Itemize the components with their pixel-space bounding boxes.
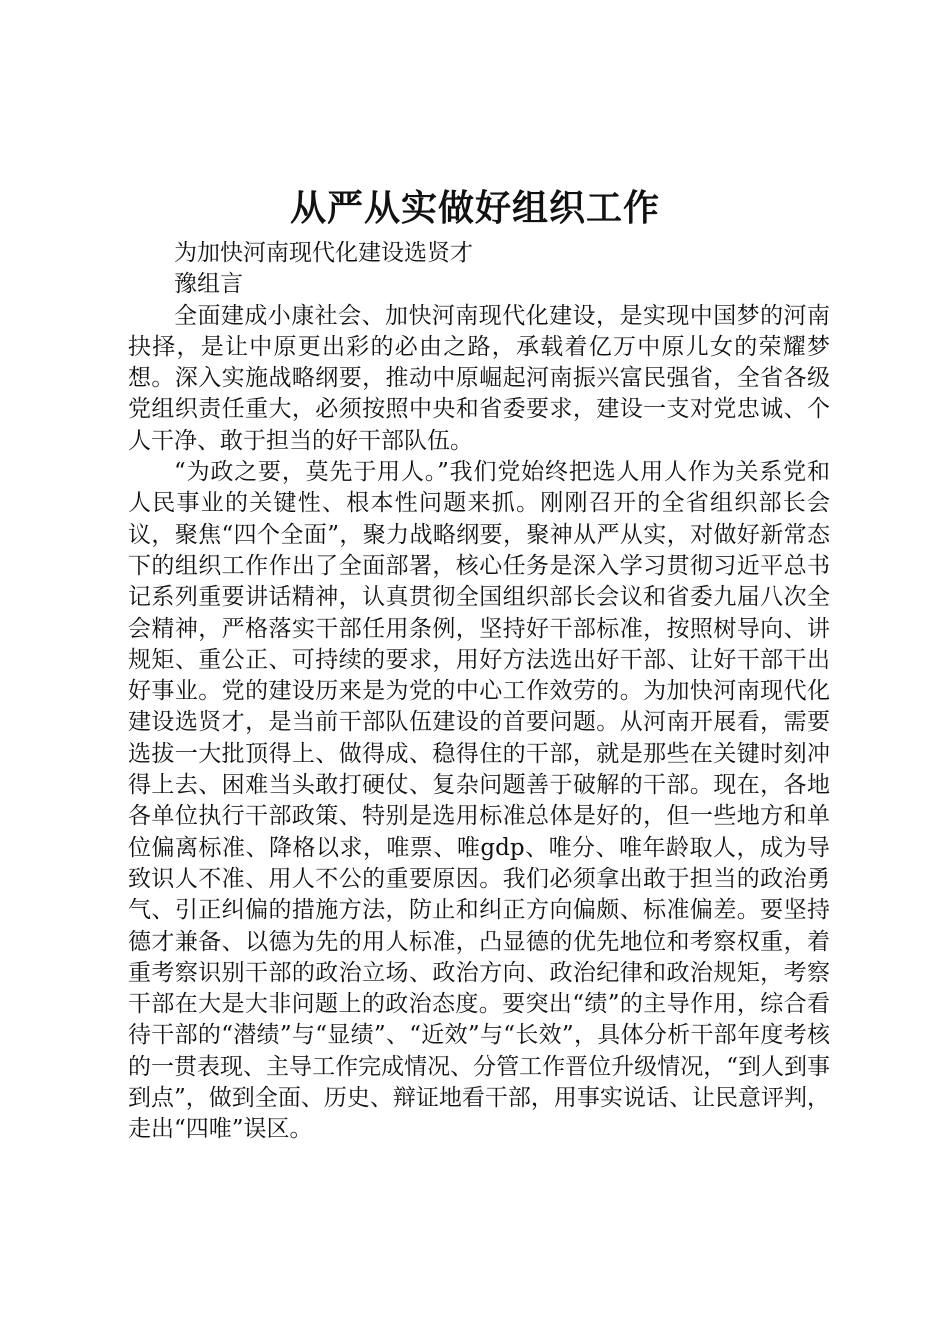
- body-paragraph: “为政之要，莫先于用人。”我们党始终把选人用人作为关系党和人民事业的关键性、根本性问题来抓。刚刚召开的全省组织部长会议，聚焦“四个全面”，聚力战略纲要，聚神从严从实，对做好新常态下的组织工作作出了全面部署，核心任务是深入学习贯彻习近平总书记系列重要讲话精神，认真贯彻全国组织部长会议和省委九届八次全会精神，严格落实干部任用条例，坚持好干部标准，按照树导向、讲规矩、重公正、可持续的要求，用好方法选出好干部、让好干部干出好事业。党的建设历来是为党的中心工作效劳的。为加快河南现代化建设选贤才，是当前干部队伍建设的首要问题。从河南开展看，需要选拔一大批顶得上、做得成、稳得住的干部，就是那些在关键时刻冲得上去、困难当头敢打硬仗、复杂问题善于破解的干部。现在，各地各单位执行干部政策、特别是选用标准总体是好的，但一些地方和单位偏离标准、降格以求，唯票、唯gdp、唯分、唯年龄取人，成为导致识人不准、用人不公的重要原因。我们必须拿出敢于担当的政治勇气、引正纠偏的措施方法，防止和纠正方向偏颇、标准偏差。要坚持德才兼备、以德为先的用人标准，凸显德的优先地位和考察权重，着重考察识别干部的政治立场、政治方向、政治纪律和政治规矩，考察干部在大是大非问题上的政治态度。要突出“绩”的主导作用，综合看待干部的“潜绩”与“显绩”、“近效”与“长效”，具体分析干部年度考核的一贯表现、主导工作完成情况、分管工作晋位升级情况，“到人到事到点”，做到全面、历史、辩证地看干部，用事实说话、让民意评判，走出“四唯”误区。: [128, 459, 830, 1143]
- document-title: 从严从实做好组织工作: [289, 187, 660, 229]
- document-body: [128, 238, 830, 1146]
- body-paragraph: 全面建成小康社会、加快河南现代化建设，是实现中国梦的河南抉择，是让中原更出彩的必由之路，承载着亿万中原儿女的荣耀梦想。深入实施战略纲要，推动中原崛起河南振兴富民强省，全省各级党组织责任重大，必须按照中央和省委要求，建设一支对党忠诚、个人干净、敢于担当的好干部队伍。: [128, 302, 830, 454]
- document-author: 豫组言: [174, 271, 243, 298]
- document-subtitle: 为加快河南现代化建设选贤才: [174, 240, 473, 266]
